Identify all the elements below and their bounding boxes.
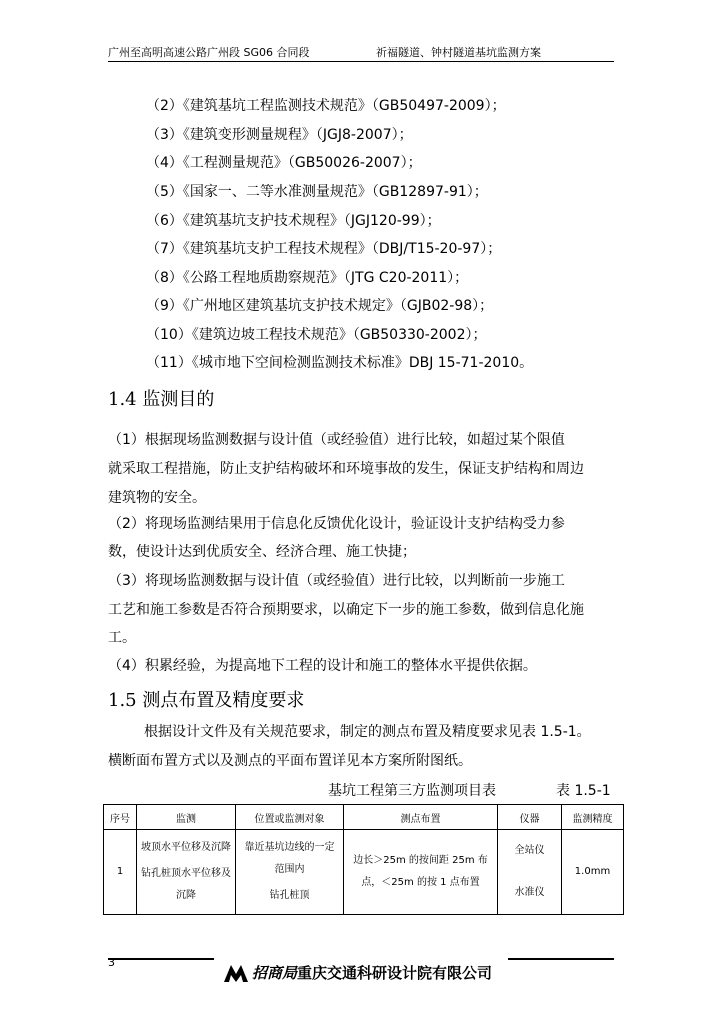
paragraph-line: 工。 bbox=[108, 630, 136, 646]
reference-item: （4）《工程测量规范》（GB50026-2007）； bbox=[146, 155, 422, 171]
row-number: 1 bbox=[104, 830, 137, 915]
paragraph-line: （2）将现场监测结果用于信息化反馈优化设计，验证设计支护结构受力参 bbox=[108, 516, 565, 532]
monitoring-target: 钻孔桩顶 bbox=[269, 890, 310, 901]
paragraph-line: （1）根据现场监测数据与设计值（或经验值）进行比较，如超过某个限值 bbox=[108, 432, 565, 448]
header-left: 广州至高明高速公路广州段 SG06 合同段 bbox=[108, 46, 310, 59]
table-number: 表 1.5-1 bbox=[556, 783, 611, 799]
footer-rule-right bbox=[508, 958, 614, 960]
precision: 1.0mm bbox=[562, 830, 624, 915]
company-name bbox=[252, 962, 492, 983]
table-header-row bbox=[104, 805, 624, 830]
monitoring-targets bbox=[236, 830, 344, 915]
table-header-cell: 监测精度 bbox=[562, 805, 624, 830]
company-name-italic: 招商局 bbox=[252, 964, 298, 982]
reference-item: （11）《城市地下空间检测监测技术标准》DBJ 15-71-2010。 bbox=[146, 355, 534, 371]
instrument: 全站仪 bbox=[514, 845, 545, 856]
table-header-cell: 监测 bbox=[137, 805, 236, 830]
section-heading: 1.5 测点布置及精度要求 bbox=[108, 690, 305, 711]
reference-item: （7）《建筑基坑支护工程技术规程》（DBJ/T15-20-97）； bbox=[146, 241, 502, 257]
table-header-cell: 仪器 bbox=[498, 805, 562, 830]
table-header-cell: 位置或监测对象 bbox=[236, 805, 344, 830]
monitoring-table bbox=[103, 804, 624, 915]
instrument: 水准仪 bbox=[514, 887, 545, 898]
table-header-cell: 测点布置 bbox=[344, 805, 498, 830]
reference-item: （8）《公路工程地质勘察规范》（JTG C20-2011）； bbox=[146, 270, 469, 286]
header-right: 祈福隧道、钟村隧道基坑监测方案 bbox=[376, 46, 541, 59]
table-title: 基坑工程第三方监测项目表 bbox=[328, 783, 496, 799]
company-logo-icon bbox=[222, 962, 250, 984]
reference-item: （2）《建筑基坑工程监测技术规范》（GB50497-2009）； bbox=[146, 98, 506, 114]
reference-item: （5）《国家一、二等水准测量规范》（GB12897-91）； bbox=[146, 184, 488, 200]
point-layout: 边长＞25m 的按间距 25m 布点，＜25m 的按 1 点布置 bbox=[344, 830, 498, 915]
page-number: 3 bbox=[108, 956, 115, 969]
reference-item: （6）《建筑基坑支护技术规程》（JGJ120-99）； bbox=[146, 213, 441, 229]
reference-item: （9）《广州地区建筑基坑支护技术规定》（GJB02-98）； bbox=[146, 298, 494, 314]
header-divider bbox=[108, 61, 614, 62]
paragraph-line: （4）积累经验，为提高地下工程的设计和施工的整体水平提供依据。 bbox=[108, 658, 537, 674]
section-heading: 1.4 监测目的 bbox=[108, 389, 215, 410]
table-row bbox=[104, 830, 624, 915]
paragraph-line: 横断面布置方式以及测点的平面布置详见本方案所附图纸。 bbox=[108, 753, 472, 769]
paragraph-line: 建筑物的安全。 bbox=[108, 490, 206, 506]
reference-item: （3）《建筑变形测量规程》（JGJ8-2007）； bbox=[146, 127, 413, 143]
reference-item: （10）《建筑边坡工程技术规范》（GB50330-2002）； bbox=[146, 327, 487, 343]
paragraph-line: 数，使设计达到优质安全、经济合理、施工快捷； bbox=[108, 544, 416, 560]
paragraph-line: （3）将现场监测数据与设计值（或经验值）进行比较，以判断前一步施工 bbox=[108, 573, 565, 589]
monitoring-item: 坡顶水平位移及沉降 bbox=[141, 842, 231, 853]
table-header-cell: 序号 bbox=[104, 805, 137, 830]
paragraph-line: 就采取工程措施，防止支护结构破坏和环境事故的发生，保证支护结构和周边 bbox=[108, 461, 584, 477]
footer-rule-left bbox=[108, 958, 214, 960]
paragraph-line: 根据设计文件及有关规范要求，制定的测点布置及精度要求见表 1.5-1。 bbox=[144, 724, 591, 740]
company-name-rest: 重庆交通科研设计院有限公司 bbox=[297, 964, 493, 982]
monitoring-items bbox=[137, 830, 236, 915]
instruments bbox=[498, 830, 562, 915]
monitoring-item: 钻孔桩顶水平位移及沉降 bbox=[141, 868, 231, 901]
monitoring-target: 靠近基坑边线的一定范围内 bbox=[244, 842, 335, 875]
paragraph-line: 工艺和施工参数是否符合预期要求，以确定下一步的施工参数，做到信息化施 bbox=[108, 602, 584, 618]
